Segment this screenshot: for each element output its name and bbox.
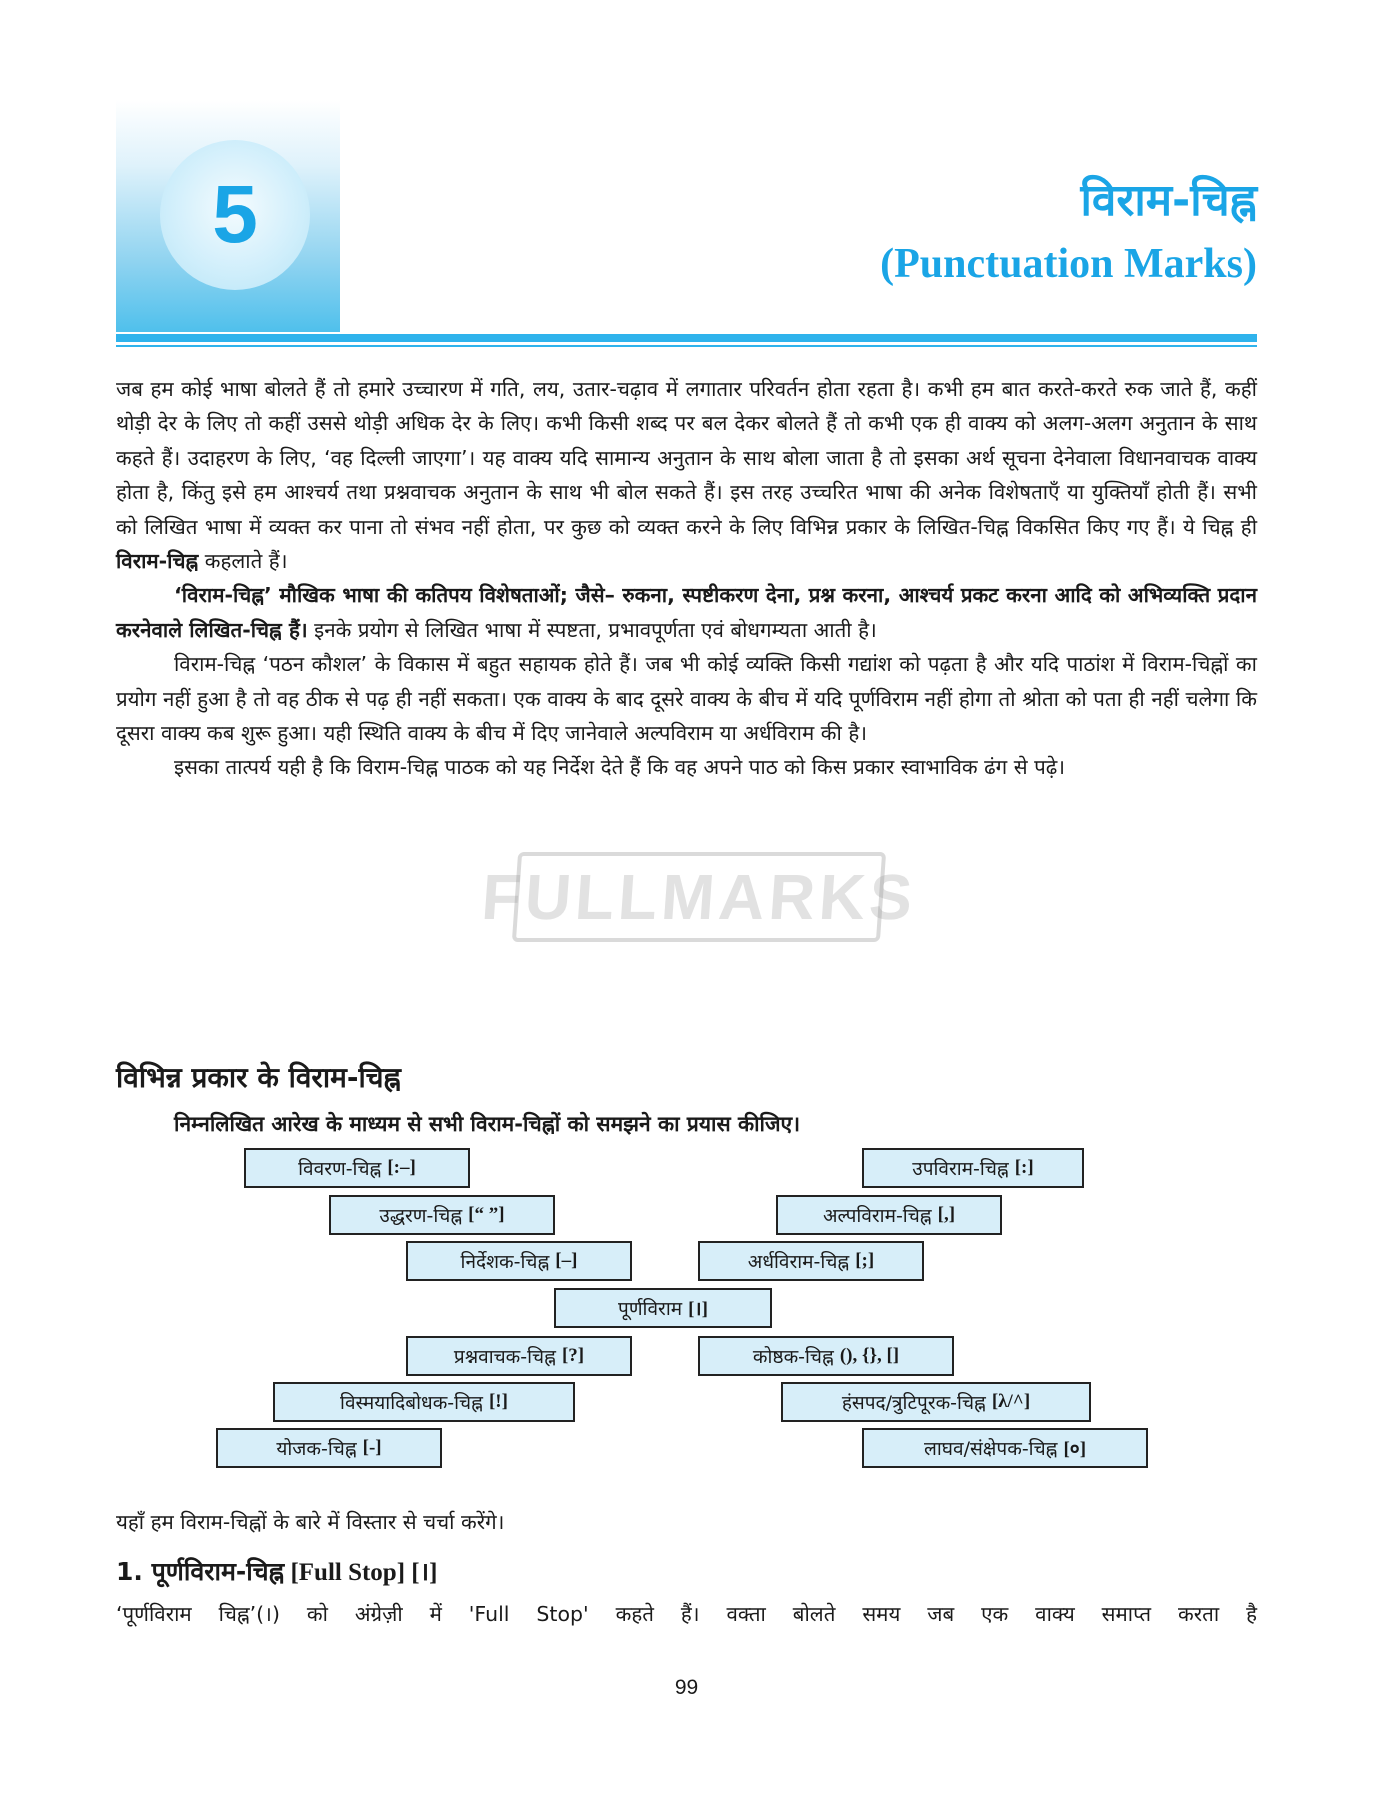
diagram-symbol: [,]: [937, 1204, 956, 1225]
diagram-symbol: [–]: [555, 1250, 578, 1271]
paragraph-1-bold: विराम-चिह्न: [116, 549, 199, 574]
subsection-number: 1.: [116, 1557, 152, 1586]
diagram-label: अल्पविराम-चिह्न: [822, 1205, 932, 1227]
diagram-box-left-4: [406, 1336, 632, 1376]
diagram-symbol: [।]: [688, 1299, 708, 1320]
diagram-symbol: [:–]: [387, 1157, 416, 1178]
after-diagram-text: यहाँ हम विराम-चिह्नों के बारे में विस्तार से चर्चा करेंगे।: [116, 1510, 505, 1534]
diagram-symbol: [!]: [488, 1391, 508, 1412]
paragraph-1: [116, 372, 1257, 578]
paragraph-1-text: जब हम कोई भाषा बोलते हैं तो हमारे उच्चारण में गति, लय, उतार-चढ़ाव में लगातार परिवर्तन होता रहता है। कभी हम बात करते-करते रुक जाते हैं, कहीं थोड़ी देर के लिए तो कहीं उससे थोड़ी अधिक देर के लिए। कभी किसी शब्द पर बल देकर बोलते हैं तो कभी एक ही वाक्य को अलग-अलग अनुतान के साथ कहते हैं। उदाहरण के लिए, ‘वह दिल्ली जाएगा’। यह वाक्य यदि सामान्य अनुतान के साथ बोला जाता है तो इसका अर्थ सूचना देनेवाला विधानवाचक वाक्य होता है, किंतु इसे हम आश्चर्य तथा प्रश्नवाचक अनुतान के साथ भी बोल सकते हैं। इस तरह उच्चरित भाषा की अनेक विशेषताएँ या युक्तियाँ होती हैं। सभी को लिखित भाषा में व्यक्त कर पाना तो संभव नहीं होता, पर कुछ को व्यक्त करने के लिए विभिन्न प्रकार के लिखित-चिह्न विकसित किए गए हैं। ये चिह्न ही: [116, 377, 1257, 539]
diagram-symbol: [;]: [855, 1250, 875, 1271]
diagram-box-right-3: [698, 1241, 924, 1281]
diagram-symbol: [-]: [362, 1437, 382, 1458]
diagram-label: उपविराम-चिह्न: [912, 1158, 1009, 1180]
diagram-box-right-5: [781, 1382, 1091, 1422]
body-text: [116, 372, 1257, 785]
diagram-label: पूर्णविराम: [618, 1298, 683, 1320]
section-intro: निम्नलिखित आरेख के माध्यम से सभी विराम-चिह्नों को समझने का प्रयास कीजिए।: [174, 1112, 801, 1136]
subsection-title-hindi: पूर्णविराम-चिह्न: [151, 1557, 285, 1586]
diagram-label: अर्धविराम-चिह्न: [747, 1251, 850, 1273]
subsection-title-english: [Full Stop] [।]: [284, 1559, 438, 1586]
diagram-box-left-6: [216, 1428, 442, 1468]
diagram-box-right-1: [862, 1148, 1084, 1188]
diagram-label: विस्मयादिबोधक-चिह्न: [340, 1392, 483, 1414]
diagram-label: उद्धरण-चिह्न: [379, 1205, 463, 1227]
diagram-box-left-3: [406, 1241, 632, 1281]
diagram-box-left-5: [273, 1382, 575, 1422]
diagram-box-left-1: [244, 1148, 470, 1188]
diagram-symbol: [०]: [1063, 1439, 1087, 1460]
diagram-box-left-2: [329, 1195, 555, 1235]
diagram-label: कोष्ठक-चिह्न: [752, 1346, 834, 1368]
diagram-box-center: [554, 1288, 772, 1328]
section-heading: विभिन्न प्रकार के विराम-चिह्न: [116, 1061, 401, 1094]
paragraph-2-bold: ‘विराम-चिह्न’ मौखिक भाषा की कतिपय विशेषताओं; जैसे– रुकना, स्पष्टीकरण देना, प्रश्न करना, आश्चर्य प्रकट करना आदि को अभिव्यक्ति प्रदान करनेवाले लिखित-चिह्न हैं।: [116, 583, 1257, 642]
diagram-symbol: (), {}, []: [839, 1345, 900, 1366]
diagram-label: प्रश्नवाचक-चिह्न: [453, 1346, 556, 1368]
diagram-label: योजक-चिह्न: [276, 1438, 357, 1460]
paragraph-2: [116, 578, 1257, 647]
diagram-label: विवरण-चिह्न: [298, 1158, 382, 1180]
subsection-first-line: ‘पूर्णविराम चिह्न’(।) को अंग्रेज़ी में 'Full Stop' कहते हैं। वक्ता बोलते समय जब एक वाक्य समाप्त करता है: [116, 1602, 1257, 1626]
fullmarks-watermark: FULLMARKS: [512, 852, 886, 942]
paragraph-1-end: कहलाते हैं।: [198, 549, 288, 574]
paragraph-3: विराम-चिह्न ‘पठन कौशल’ के विकास में बहुत सहायक होते हैं। जब भी कोई व्यक्ति किसी गद्यांश को पढ़ता है और यदि पाठांश में विराम-चिह्नों का प्रयोग नहीं हुआ है तो वह ठीक से पढ़ ही नहीं सकता। एक वाक्य के बाद दूसरे वाक्य के बीच में यदि पूर्णविराम नहीं होगा तो श्रोता को पता ही नहीं चलेगा कि दूसरा वाक्य कब शुरू हुआ। यही स्थिति वाक्य के बीच में दिए जानेवाले अल्पविराम या अर्धविराम की है।: [116, 652, 1257, 746]
chapter-title-english: (Punctuation Marks): [880, 241, 1257, 287]
diagram-symbol: [?]: [561, 1345, 585, 1366]
page-number: 99: [674, 1676, 699, 1699]
diagram-label: लाघव/संक्षेपक-चिह्न: [923, 1438, 1058, 1460]
diagram-symbol: [“ ”]: [468, 1204, 505, 1225]
chapter-title-hindi: विराम-चिह्न: [1080, 175, 1257, 226]
header-rule: [116, 334, 1257, 342]
chapter-number-circle: [160, 140, 310, 290]
diagram-box-right-2: [776, 1195, 1002, 1235]
paragraph-4: इसका तात्पर्य यही है कि विराम-चिह्न पाठक को यह निर्देश देते हैं कि वह अपने पाठ को किस प्रकार स्वाभाविक ढंग से पढ़े।: [174, 755, 1066, 780]
diagram-box-right-4: [698, 1336, 954, 1376]
diagram-symbol: [λ/^]: [991, 1391, 1031, 1412]
paragraph-2-text: इनके प्रयोग से लिखित भाषा में स्पष्टता, प्रभावपूर्णता एवं बोधगम्यता आती है।: [307, 617, 877, 642]
diagram-symbol: [:]: [1014, 1157, 1034, 1178]
diagram-box-right-6: [862, 1428, 1148, 1468]
diagram-label: निर्देशक-चिह्न: [460, 1251, 550, 1273]
chapter-number: 5: [212, 169, 258, 260]
diagram-label: हंसपद/त्रुटिपूरक-चिह्न: [841, 1392, 986, 1414]
header-rule-thin: [116, 345, 1257, 347]
subsection-heading: [116, 1554, 437, 1588]
